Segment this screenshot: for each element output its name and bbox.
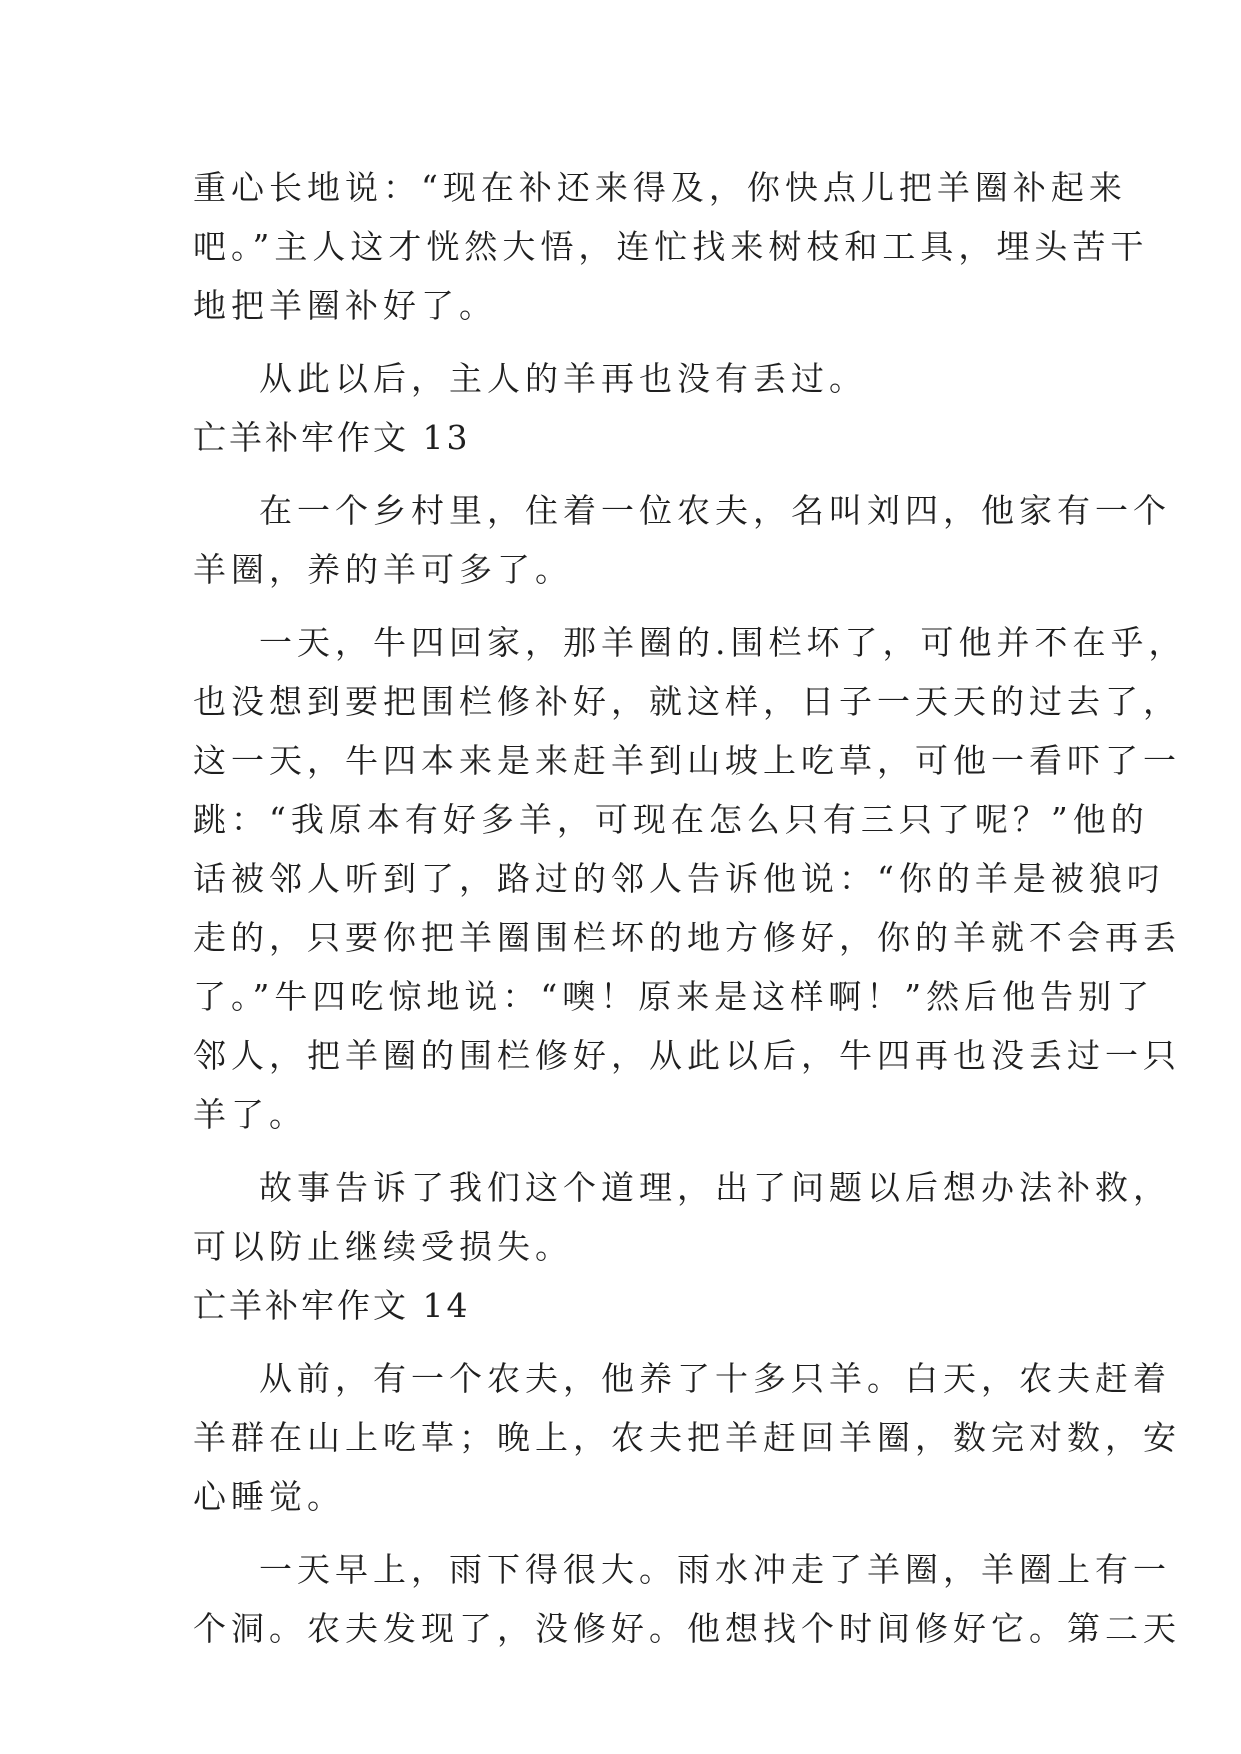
paragraph-line: 在一个乡村里，住着一位农夫，名叫刘四，他家有一个 <box>259 491 1171 530</box>
paragraph-line: 一天早上，雨下得很大。雨水冲走了羊圈，羊圈上有一 <box>259 1550 1171 1589</box>
text-line: 重心长地说：“现在补还来得及，你快点儿把羊圈补起来 <box>193 168 1127 207</box>
text-line: 地把羊圈补好了。 <box>193 286 497 325</box>
text-line: 羊圈，养的羊可多了。 <box>193 550 573 589</box>
text-line: 心睡觉。 <box>193 1477 345 1516</box>
paragraph-line: 故事告诉了我们这个道理，出了问题以后想办法补救， <box>259 1168 1171 1207</box>
text-line: 羊群在山上吃草；晚上，农夫把羊赶回羊圈，数完对数，安 <box>193 1418 1181 1457</box>
text-line: 也没想到要把围栏修补好，就这样，日子一天天的过去了， <box>193 682 1181 721</box>
paragraph-line: 从前，有一个农夫，他养了十多只羊。白天，农夫赶着 <box>259 1359 1171 1398</box>
paragraph-line: 一天，牛四回家，那羊圈的.围栏坏了，可他并不在乎， <box>259 623 1187 662</box>
text-line: 走的，只要你把羊圈围栏坏的地方修好，你的羊就不会再丢 <box>193 918 1181 957</box>
text-line: 了。”牛四吃惊地说：“噢！原来是这样啊！”然后他告别了 <box>193 977 1155 1016</box>
text-line: 羊了。 <box>193 1095 307 1134</box>
text-line: 可以防止继续受损失。 <box>193 1227 573 1266</box>
text-line: 话被邻人听到了，路过的邻人告诉他说：“你的羊是被狼叼 <box>193 859 1165 898</box>
text-line: 吧。”主人这才恍然大悟，连忙找来树枝和工具，埋头苦干 <box>193 227 1149 266</box>
text-line: 这一天，牛四本来是来赶羊到山坡上吃草，可他一看吓了一 <box>193 741 1181 780</box>
text-line: 邻人，把羊圈的围栏修好，从此以后，牛四再也没丢过一只 <box>193 1036 1181 1075</box>
section-heading: 亡羊补牢作文 14 <box>193 1286 471 1325</box>
text-line: 跳：“我原本有好多羊，可现在怎么只有三只了呢？”他的 <box>193 800 1149 839</box>
section-heading: 亡羊补牢作文 13 <box>193 418 471 457</box>
document-body <box>193 158 1187 1658</box>
paragraph-line: 从此以后，主人的羊再也没有丢过。 <box>259 359 867 398</box>
text-line: 个洞。农夫发现了，没修好。他想找个时间修好它。第二天 <box>193 1609 1181 1648</box>
